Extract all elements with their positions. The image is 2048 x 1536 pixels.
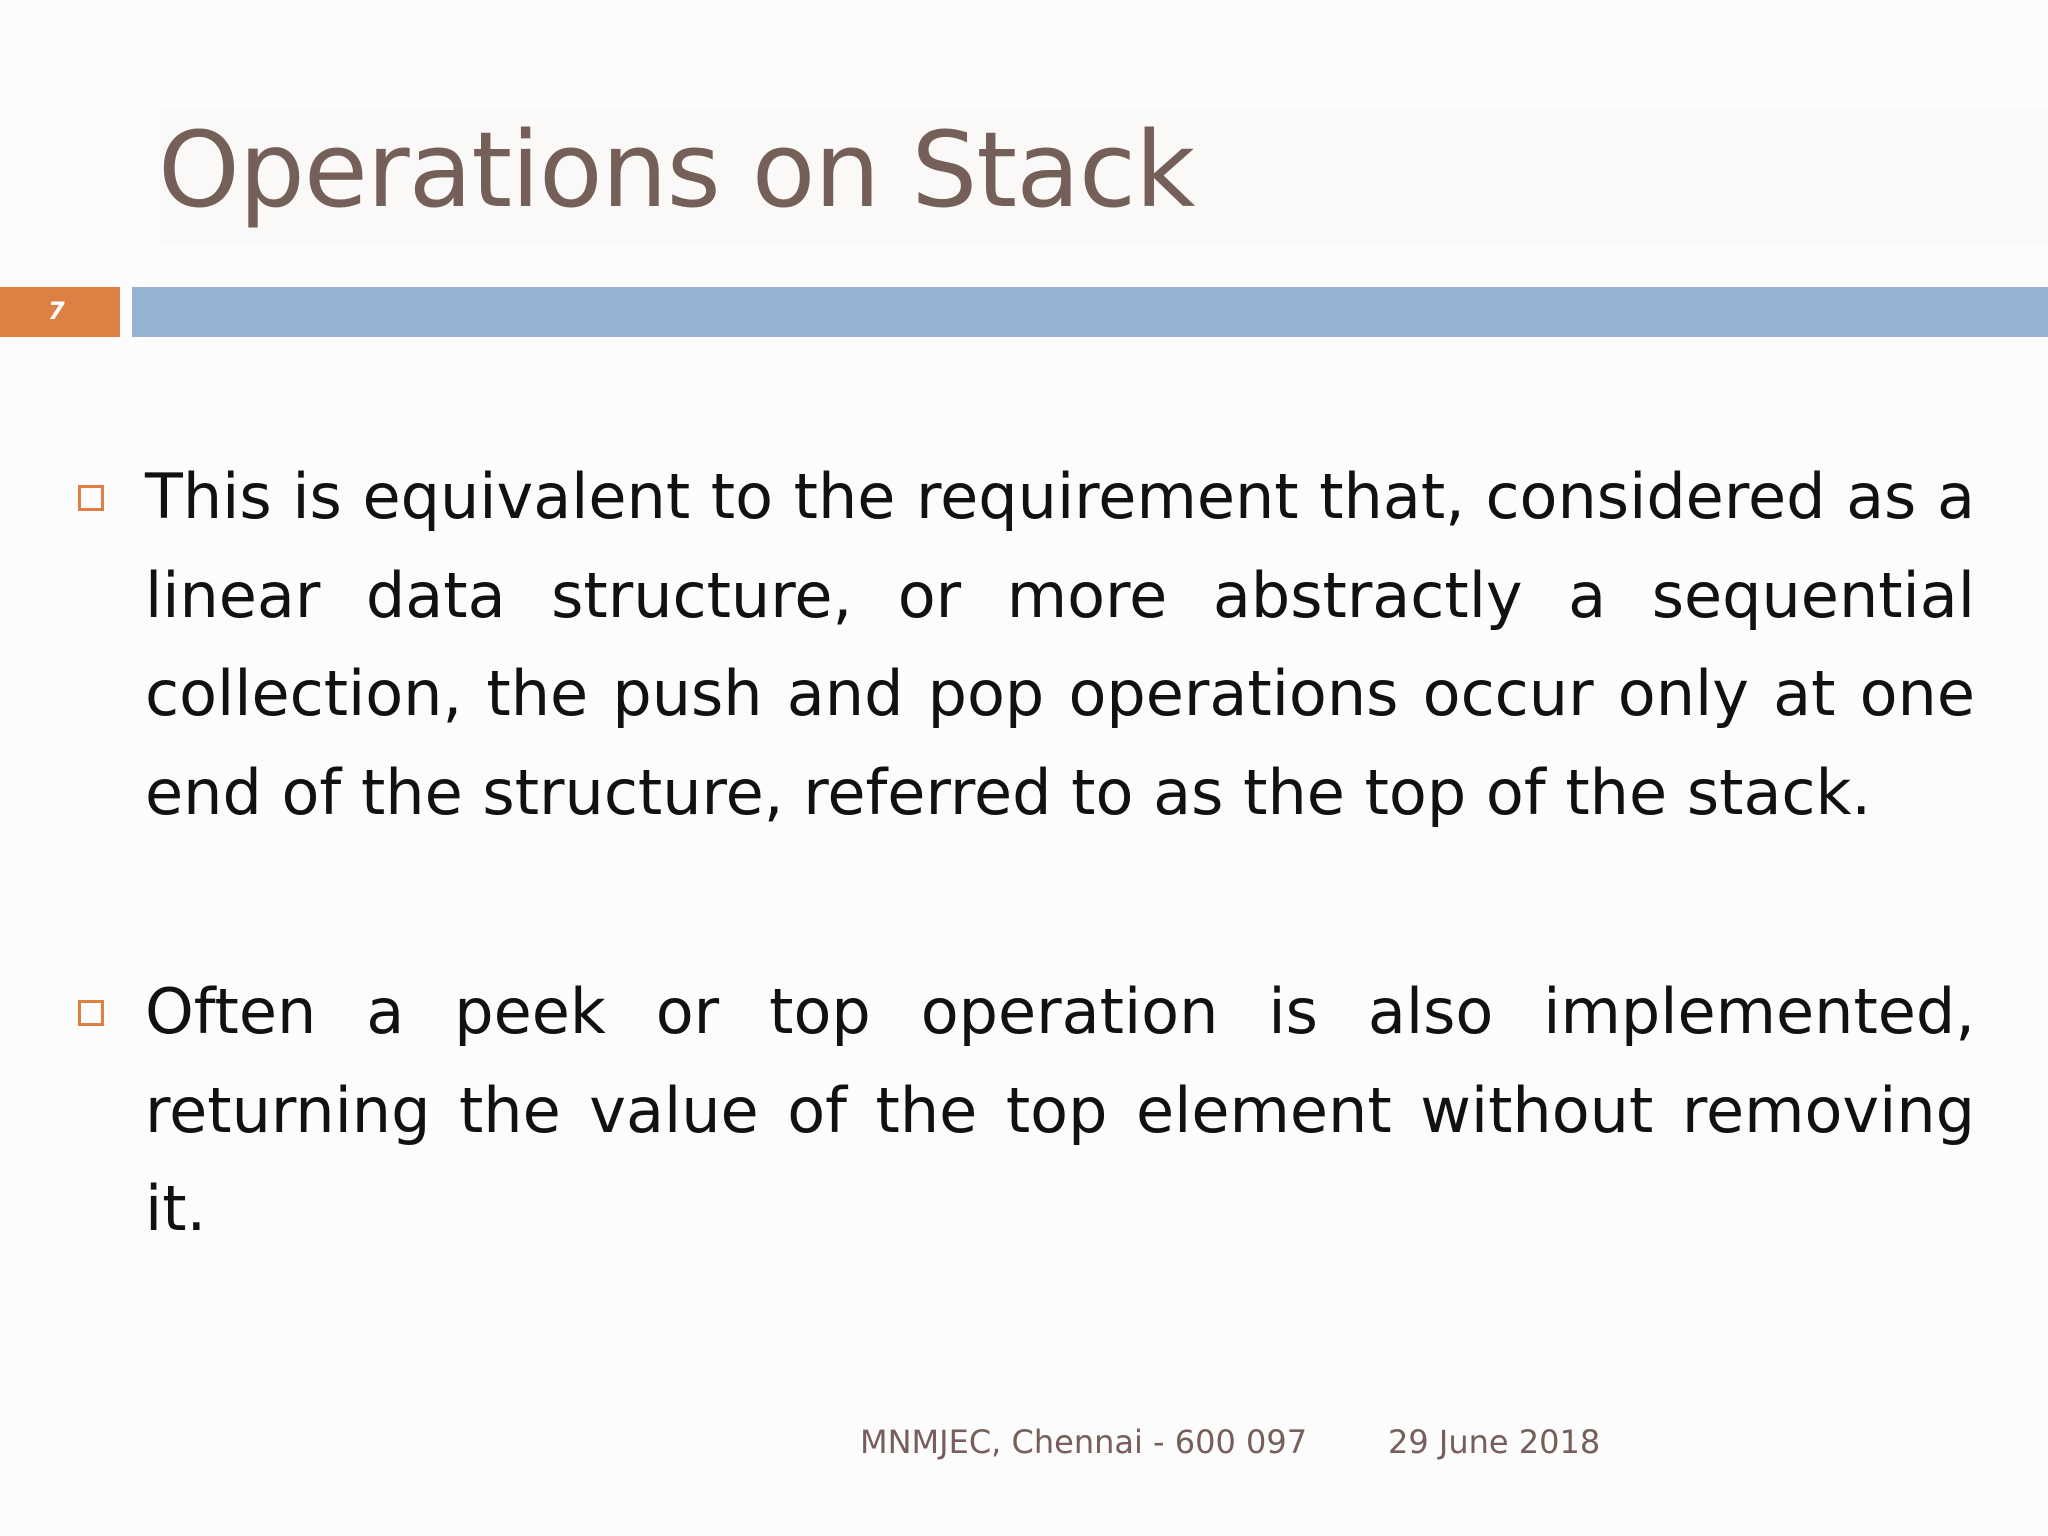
slide-number: 7 (48, 297, 65, 325)
square-bullet-icon (78, 485, 104, 511)
bullet-text: Often a peek or top operation is also implemented, returning the value of the top element without removing it. (145, 975, 1975, 1245)
bullet-text: This is equivalent to the requirement that, considered as a linear data structure, or more abstractly a sequential collection, the push and pop operations occur only at one end of the structure, referred to as the top of the stack. (145, 460, 1975, 829)
footer-date: 29 June 2018 (1388, 1423, 1601, 1461)
square-bullet-icon (78, 1000, 104, 1026)
footer-organization: MNMJEC, Chennai - 600 097 (860, 1423, 1308, 1461)
slide-title: Operations on Stack (158, 109, 1195, 231)
